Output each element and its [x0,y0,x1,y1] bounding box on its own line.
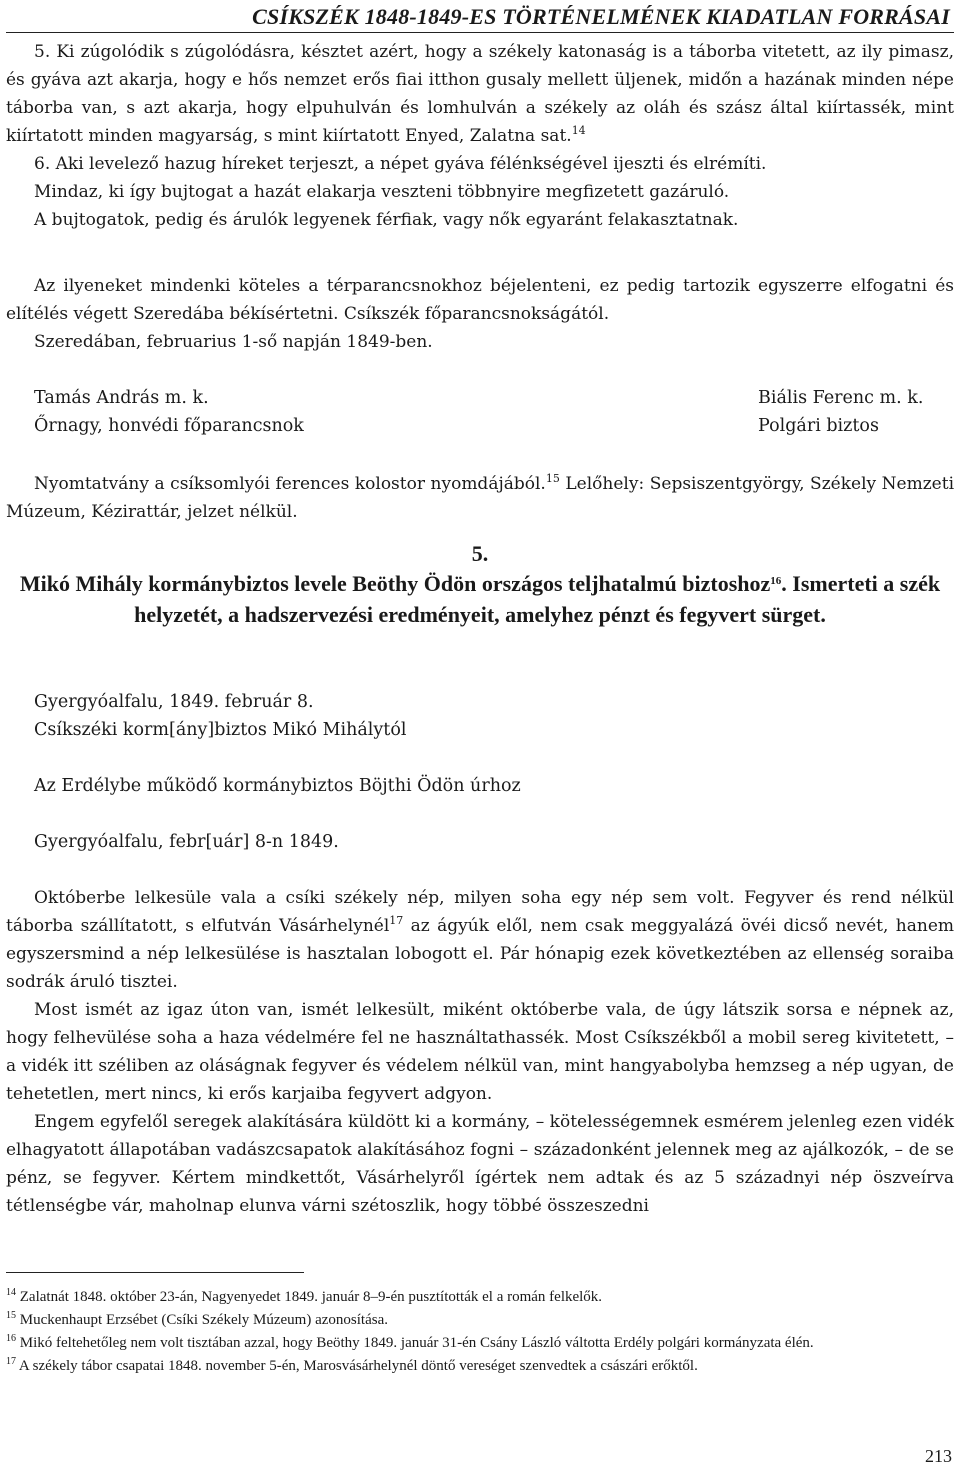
title-part-b: . Ismerteti a szék helyzetét, a hadszervezési eredményeit, amelyhez pénzt és fegyvert sürget. [134,571,941,627]
point-6: 6. Aki levelező hazug híreket terjeszt, a népet gyáva félénkségével ijeszti és elrémíti. [34,154,767,174]
signature-left-title: Őrnagy, honvédi főparancsnok [34,416,304,436]
footnote-ref-15: 15 [545,472,560,485]
sender: Csíkszéki korm[ány]biztos Mikó Mihálytól [34,720,407,740]
point-6-punishment: A bujtogatok, pedig és árulók legyenek férfiak, vagy nők egyaránt felakasztatnak. [34,210,739,230]
footnote-14: $^{14}$ Zalatnát 1848. október 23-án, Nagyenyedet 1849. január 8–9-én pusztították el a román felkelők. [6,1287,603,1305]
document-number: 5. [471,541,489,566]
recipient: Az Erdélybe működő kormánybiztos Böjthi Ödön úrhoz [34,776,521,796]
header-rule [6,32,954,33]
footnote-ref-16: 16 [770,575,782,587]
source-note [6,470,954,526]
letter-paragraph-3: Engem egyfelől seregek alakítására küldött ki a kormány, – kötelességemnek esmérem jelenleg ezen vidék elhagyatott állapotában vadászcsapatok alakításához fogni – századonként jelennek meg az ajálkozók, – de se pénz, se fegyver. Kértem mindkettőt, Vásárhelyről ígértek nem adtak és az 5 századnyi nép öszveírva tétlenségbe vár, maholnap elunva várni szétoszlik, hogy többé összeszedni [6,1112,954,1216]
signature-left-name: Tamás András m. k. [34,388,209,408]
point-5 [6,38,954,150]
letter-paragraph-1: Októberbe lelkesüle vala a csíki székely nép, milyen soha egy nép sem volt. Fegyver és rend nélkül táborba szállítatott, s elfutván Vásárhelynél$^{17}$ az ágyúk elől, nem csak meggyalázá övéi dicső nevét, hanem egyszersmind a nép lelkesülése is hasztalan lobogott el. Pár hónapig ezek következtében az ellenség soraiba sodrák áruló tisztei. [6,888,954,992]
footnote-17: $^{17}$ A székely tábor csapatai 1848. november 5-én, Marosvásárhelynél döntő vereséget szenvedtek a császári erőktől. [6,1356,698,1374]
notice-block [6,272,954,356]
signature-right-name: Biális Ferenc m. k. [758,388,924,408]
point-5-text: 5. Ki zúgolódik s zúgolódásra, késztet azért, hogy a székely katonaság is a táborba vitetett, az ily pimasz, és gyáva azt akarja, hogy e hős nemzet erős fiai itthon gusaly mellett üljenek, midőn a hazának minden népe táborba van, s azt akarja, hogy elpuhulván és lomhulván a székely az oláh és szász által kiírtassék, mint kiírtatott minden magyarság, s mint kiírtatott Enyed, Zalatna sat. [6,42,954,146]
signature-right-title: Polgári biztos [758,416,879,436]
dateline: Gyergyóalfalu, 1849. február 8. [34,692,314,712]
notice-paragraph: Az ilyeneket mindenki köteles a térparancsnokhoz béjelenteni, ez pedig tartozik egyszerre elfogatni és elítélés végett Szeredába békísértetni. Csíkszék főparancsnokságától. [6,276,954,324]
footnote-16: $^{16}$ Mikó feltehetőleg nem volt tisztában azzal, hogy Beöthy 1849. január 31-én Csány László váltotta Erdély polgári kormányzata élén. [6,1333,814,1351]
proclamation-points [6,38,954,234]
point-6-traitor: Mindaz, ki így bujtogat a hazát elakarja veszteni többnyire megfizetett gazáruló. [34,182,730,202]
footnote-15: $^{15}$ Muckenhaupt Erzsébet (Csíki Székely Múzeum) azonosítása. [6,1310,388,1328]
letter-body [6,884,954,1220]
letter-date: Gyergyóalfalu, febr[uár] 8-n 1849. [34,832,339,852]
letter-paragraph-2: Most ismét az igaz úton van, ismét lelkesült, miként októberbe vala, de úgy látszik sorsa e népnek az, hogy felhevülése soha a haza védelmére fel ne használtathassék. Most Csíkszékből a mobil sereg kivitetett, – a vidék itt széliben az oláságnak fegyver és védelem nélkül van, mint hangyabolyba hemzseg a nép ugyan, de tehetetlen, mert nincs, ki erős karjaiba fegyvert adgyon. [6,1000,954,1104]
running-header: CSÍKSZÉK 1848-1849-ES TÖRTÉNELMÉNEK KIADATLAN FORRÁSAI [252,4,950,29]
location-text: Lelőhely: Sepsiszentgyörgy, Székely Nemzeti Múzeum, Kézirattár, jelzet nélkül. [6,474,955,522]
footnotes [6,1286,954,1378]
title-part-a: Mikó Mihály kormánybiztos levele Beöthy Ödön országos teljhatalmú biztoshoz [19,571,771,596]
document-title [6,568,954,630]
footnote-ref-17: 17 [389,914,404,927]
footnote-ref-14: 14 [571,124,586,137]
page-number: 213 [925,1446,952,1466]
place-date: Szeredában, februarius 1-ső napján 1849-ben. [34,332,433,352]
source-text: Nyomtatvány a csíksomlyói ferences kolostor nyomdájából. [34,474,546,494]
footnote-rule [6,1272,304,1273]
